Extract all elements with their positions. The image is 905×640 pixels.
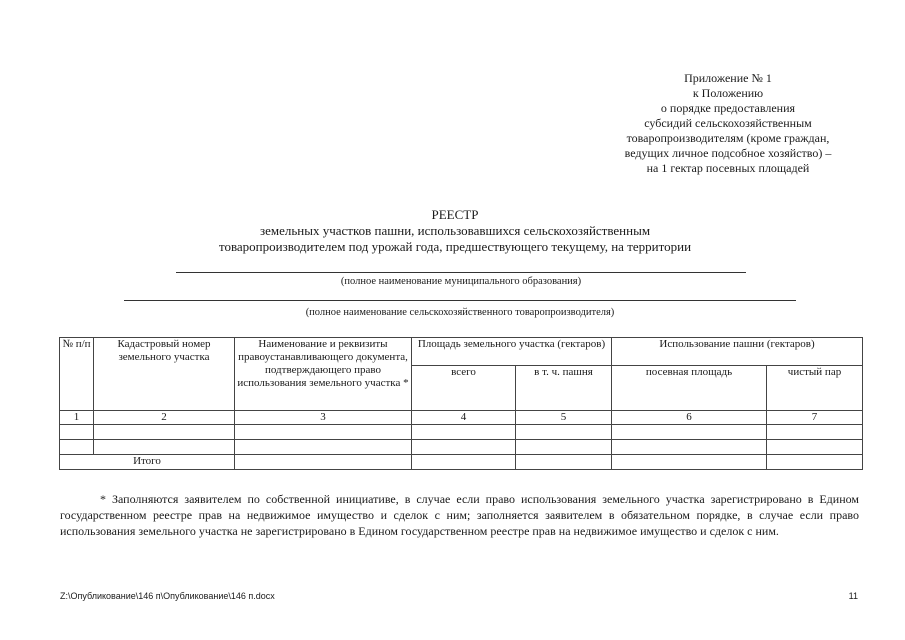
header-usage-fallow: чистый пар (767, 366, 863, 411)
annex-line: субсидий сельскохозяйственным (644, 116, 812, 130)
annex-header (560, 71, 896, 176)
table-cell (412, 440, 516, 455)
annex-line: к Положению (692, 86, 764, 100)
column-number: 5 (516, 411, 612, 425)
annex-line: ведущих личное подсобное хозяйство) – (624, 146, 832, 160)
header-area-arable: в т. ч. пашня (516, 366, 612, 411)
table-cell (612, 455, 767, 470)
table-cell (516, 455, 612, 470)
column-number: 3 (235, 411, 412, 425)
municipality-fill-line (176, 272, 746, 273)
table-cell (767, 440, 863, 455)
table-cell (767, 425, 863, 440)
table-cell (767, 455, 863, 470)
table-cell (94, 440, 235, 455)
table-cell (94, 425, 235, 440)
table-header-row (60, 338, 863, 366)
title-line: товаропроизводителем под урожай года, предшествующего текущему, на территории (218, 239, 692, 254)
table-row (60, 440, 863, 455)
table-cell (412, 455, 516, 470)
table-row (60, 425, 863, 440)
table-cell (235, 440, 412, 455)
header-num: № п/п (60, 338, 94, 411)
column-number: 4 (412, 411, 516, 425)
table-cell (60, 440, 94, 455)
table-cell (412, 425, 516, 440)
annex-line: на 1 гектар посевных площадей (646, 161, 810, 175)
header-document: Наименование и реквизиты правоустанавливающего документа, подтверждающего право использования земельного участка * (235, 338, 412, 411)
municipality-caption: (полное наименование муниципального образования) (340, 276, 582, 287)
table-cell (60, 425, 94, 440)
table-cell (612, 440, 767, 455)
footnote (60, 491, 859, 539)
title-heading: РЕЕСТР (431, 207, 479, 222)
total-label: Итого (60, 455, 235, 470)
header-area-group: Площадь земельного участка (гектаров) (412, 338, 612, 366)
registry-table (59, 337, 863, 470)
page-number: 11 (848, 591, 858, 601)
title-line: земельных участков пашни, использовавшихся сельскохозяйственным (259, 223, 651, 238)
annex-line: Приложение № 1 (684, 71, 772, 85)
column-number-row (60, 411, 863, 425)
column-number: 2 (94, 411, 235, 425)
total-row (60, 455, 863, 470)
header-cadastral: Кадастровый номер земельного участка (94, 338, 235, 411)
table-cell (235, 425, 412, 440)
header-usage-sown: посевная площадь (612, 366, 767, 411)
column-number: 6 (612, 411, 767, 425)
table-cell (612, 425, 767, 440)
annex-line: о порядке предоставления (660, 101, 796, 115)
table-cell (235, 455, 412, 470)
column-number: 1 (60, 411, 94, 425)
producer-caption: (полное наименование сельскохозяйственного товаропроизводителя) (305, 307, 615, 318)
table-cell (516, 425, 612, 440)
producer-fill-line (124, 300, 796, 301)
annex-line: товаропроизводителям (кроме граждан, (626, 131, 830, 145)
document-title (150, 207, 760, 255)
file-path: Z:\Опубликование\146 п\Опубликование\146 п.docx (60, 591, 275, 601)
footnote-text: * Заполняются заявителем по собственной инициативе, в случае если право использования земельного участка зарегистрировано в Едином государственном реестре прав на недвижимое имущество и сделок с ним; заполняется заявителем в обязательном порядке, в случае если право использования земельного участка не зарегистрировано в Едином государственном реестре прав на недвижимое имущество и сделок с ним. (60, 492, 859, 538)
table-cell (516, 440, 612, 455)
column-number: 7 (767, 411, 863, 425)
header-area-total: всего (412, 366, 516, 411)
header-usage-group: Использование пашни (гектаров) (612, 338, 863, 366)
